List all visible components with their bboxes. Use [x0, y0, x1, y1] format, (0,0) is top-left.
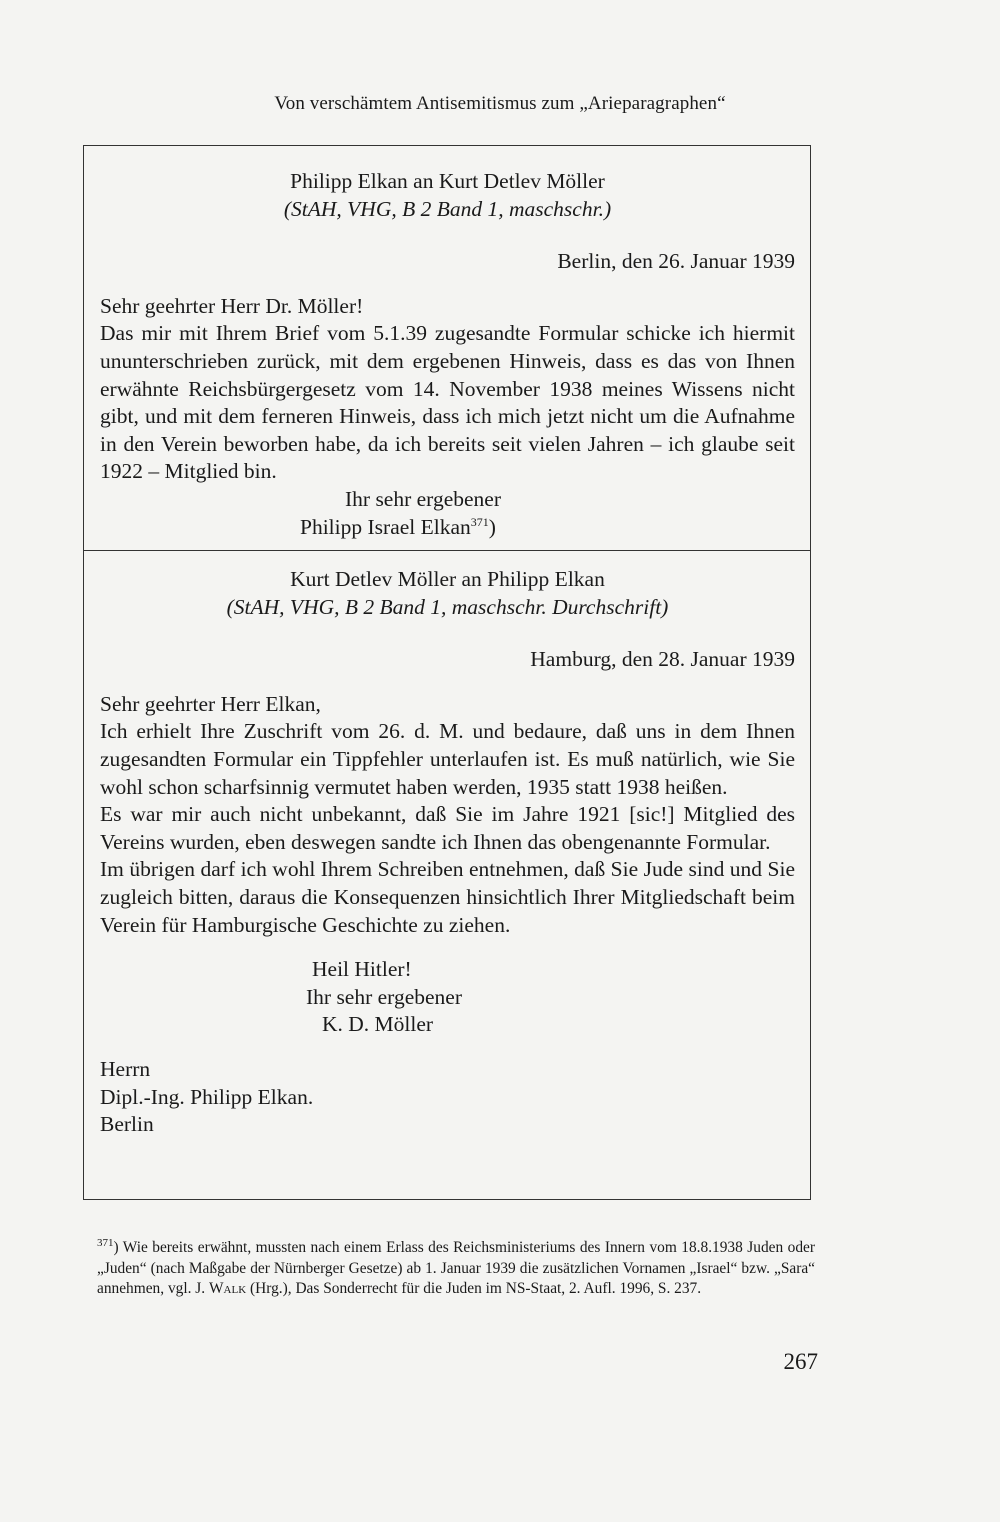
signature: [100, 514, 795, 542]
letter-paragraph: Im übrigen darf ich wohl Ihrem Schreiben entnehmen, daß Sie Jude sind und Sie zugleich bitten, daraus die Konsequenzen hinsichtlich Ihrer Mitgliedschaft beim Verein für Hamburgische Geschichte zu ziehen.: [100, 857, 795, 937]
place-date: Hamburg, den 28. Januar 1939: [530, 647, 795, 672]
footnote: [97, 1238, 815, 1300]
footnote-reference: 371: [470, 514, 489, 529]
letter-moeller-to-elkan: [84, 566, 810, 1139]
footnote-mark: 371: [97, 1236, 114, 1249]
signature-name: Philipp Israel Elkan: [300, 514, 471, 539]
document-frame: [83, 145, 811, 1200]
archive-source: (StAH, VHG, B 2 Band 1, maschschr. Durchschrift): [226, 594, 669, 619]
letter-elkan-to-moeller: [84, 168, 810, 541]
footnote-text: ) Wie bereits erwähnt, mussten nach einem Erlass des Reichsministeriums des Innern vom 18.8.1938 Juden oder „Juden“ (nach Maßgabe der Nürnberger Gesetze) ab 1. Januar 1939 die zusätzlichen Vornamen „Israel“ bzw. „Sara“ annehmen, vgl. J.: [97, 1239, 815, 1297]
address-line: Herrn: [100, 1056, 151, 1081]
letter-paragraph: Ich erhielt Ihre Zuschrift vom 26. d. M. und bedaure, daß uns in dem Ihnen zugesandten Formular ein Tippfehler unterlaufen ist. Es muß natürlich, wie Sie wohl schon scharfsinnig vermutet haben werden, 1935 statt 1938 heißen.: [100, 719, 795, 799]
running-head: Von verschämtem Antisemitismus zum „Arieparagraphen“: [274, 93, 726, 114]
closing-formula: Ihr sehr ergebener: [345, 486, 501, 511]
greeting: Heil Hitler!: [312, 957, 412, 982]
letter-heading: Kurt Detlev Möller an Philipp Elkan: [290, 567, 605, 591]
salutation: Sehr geehrter Herr Elkan,: [100, 691, 321, 716]
place-date: Berlin, den 26. Januar 1939: [557, 249, 795, 274]
page-number: 267: [783, 1349, 818, 1374]
archive-source: (StAH, VHG, B 2 Band 1, maschschr.): [283, 196, 612, 221]
letter-body: Das mir mit Ihrem Brief vom 5.1.39 zugesandte Formular schicke ich hiermit ununterschrieben zurück, mit dem ergebenen Hinweis, dass es das von Ihnen erwähnte Reichsbürgergesetz vom 14. November 1938 meines Wissens nicht gibt, und mit dem ferneren Hinweis, dass ich mich jetzt nicht um die Aufnahme in den Verein beworben habe, da ich bereits seit vielen Jahren – ich glaube seit 1922 – Mitglied bin.: [100, 321, 795, 484]
salutation: Sehr geehrter Herr Dr. Möller!: [100, 293, 364, 318]
signature: K. D. Möller: [322, 1012, 434, 1037]
letter-heading: Philipp Elkan an Kurt Detlev Möller: [290, 169, 605, 193]
address-line: Berlin: [100, 1112, 154, 1137]
footnote-text-end: (Hrg.), Das Sonderrecht für die Juden im NS-Staat, 2. Aufl. 1996, S. 237.: [246, 1280, 702, 1297]
letter-divider: [84, 550, 810, 551]
letter-paragraph: Es war mir auch nicht unbekannt, daß Sie im Jahre 1921 [sic!] Mitglied des Vereins wurden, eben deswegen sandte ich Ihnen das obengenannte Formular.: [100, 802, 795, 854]
address-line: Dipl.-Ing. Philipp Elkan.: [100, 1084, 314, 1109]
signature-suffix: ): [488, 514, 496, 539]
footnote-author: Walk: [209, 1280, 247, 1297]
closing-formula: Ihr sehr ergebener: [306, 984, 462, 1009]
